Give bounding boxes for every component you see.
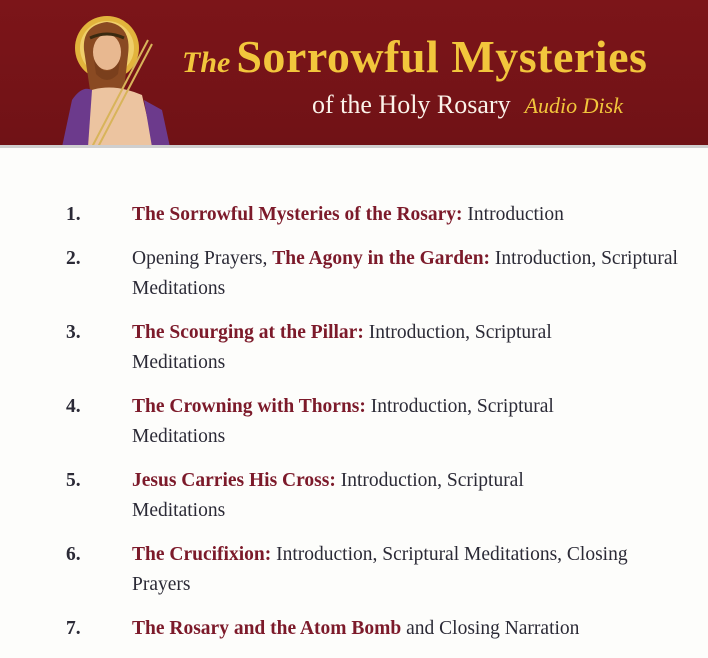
track-item (0, 318, 708, 378)
subtitle-tag: Audio Disk (524, 93, 623, 118)
track-item (0, 244, 708, 304)
track-number: 1. (66, 204, 81, 225)
track-number: 5. (66, 470, 81, 491)
track-title: The Agony in the Garden: (272, 248, 491, 269)
track-item (0, 614, 708, 644)
disk-title (182, 30, 647, 83)
track-title: The Scourging at the Pillar: (132, 322, 364, 343)
track-number: 2. (66, 248, 81, 269)
track-detail: Introduction (462, 204, 564, 225)
track-title: The Rosary and the Atom Bomb (132, 618, 402, 639)
track-item (0, 540, 708, 600)
track-title: The Crowning with Thorns: (132, 396, 366, 417)
title-main: Sorrowful Mysteries (236, 31, 648, 82)
track-list (0, 200, 708, 658)
track-title: The Sorrowful Mysteries of the Rosary: (132, 204, 463, 225)
track-item (0, 392, 708, 452)
banner-divider (0, 145, 708, 148)
track-title: The Crucifixion: (132, 544, 272, 565)
track-detail: Introduction, Scriptural Meditations (132, 248, 678, 299)
track-title: Jesus Carries His Cross: (132, 470, 336, 491)
track-detail: Introduction, Scriptural Meditations (132, 322, 552, 373)
disk-subtitle (312, 90, 623, 120)
header-banner (0, 0, 708, 145)
track-detail: Introduction, Scriptural Meditations (132, 470, 524, 521)
track-item (0, 200, 708, 230)
track-detail: and Closing Narration (401, 618, 580, 639)
subtitle-text: of the Holy Rosary (312, 90, 511, 119)
track-pre: Opening Prayers, (132, 248, 273, 269)
track-number: 7. (66, 618, 81, 639)
track-item (0, 466, 708, 526)
track-detail: Introduction, Scriptural Meditations (132, 396, 554, 447)
track-number: 4. (66, 396, 81, 417)
track-number: 3. (66, 322, 81, 343)
jesus-illustration (62, 10, 192, 147)
title-prefix: The (182, 46, 231, 79)
track-number: 6. (66, 544, 81, 565)
track-detail: Introduction, Scriptural Meditations, Closing Prayers (132, 544, 628, 595)
